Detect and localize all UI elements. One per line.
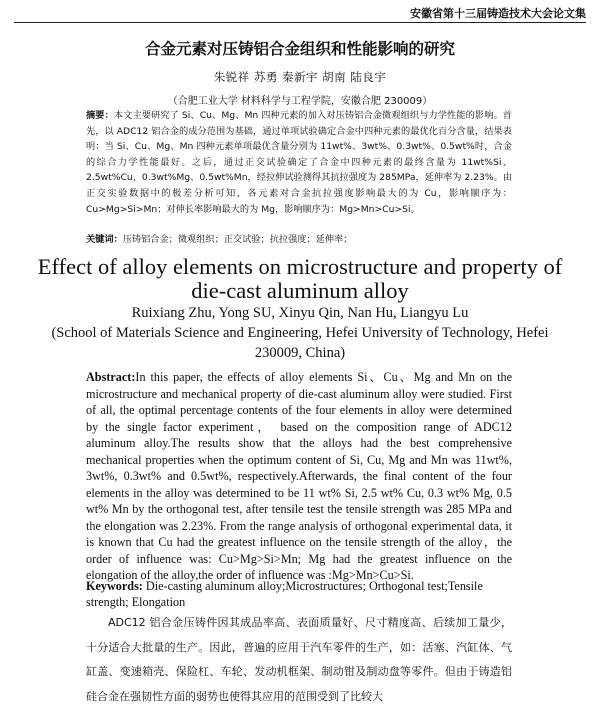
- english-authors: Ruixiang Zhu, Yong SU, Xinyu Qin, Nan Hu, Liangyu Lu: [131, 305, 469, 321]
- english-keywords-text: Die-casting aluminum alloy;Microstructures; Orthogonal test;Tensile strength; Elongation: [86, 579, 483, 609]
- english-abstract-label: Abstract:: [86, 370, 136, 384]
- running-header: 安徽省第十三届铸造技术大会论文集: [410, 7, 586, 20]
- chinese-keywords-label: 关键词：: [86, 234, 123, 245]
- chinese-abstract-text: 本文主要研究了 Si、Cu、Mg、Mn 四种元素的加入对压铸铝合金微观组织与力学性能的影响。首先，以 ADC12 铝合金的成分范围为基础，通过单项试验确定合金中四种元素的最优化百分含量，结果表明：当 Si、Cu、Mg、Mn 四种元素单项最优含量分别为 11wt%、3wt%、0.3wt%、0.5wt%时，合金的综合力学性能最好。之后，通过正交试验确定了合金中四种元素的最终含量为 11wt%Si、2.5wt%Cu、0.3wt%Mg、0.5wt%Mn，经拉伸试验测得其抗拉强度为 285MPa，延伸率为 2.23%。由正交实验数据中的极差分析可知，各元素对合金抗拉强度影响最大的为 Cu，影响顺序为：Cu>Mg>Si>Mn；对伸长率影响最大的为 Mg，影响顺序为：Mg>Mn>Cu>Si。: [86, 110, 512, 215]
- chinese-keywords-text: 压铸铝合金；微观组织；正交试验；抗拉强度；延伸率；: [122, 234, 353, 245]
- body-paragraph: ADC12 铝合金压铸件因其成品率高、表面质量好、尺寸精度高、后续加工量少，十分适合大批量的生产。因此，普遍的应用于汽车零件的生产，如：活塞、汽缸体、气缸盖、变速箱壳、保险杠、车轮、发动机框架、制动钳及制动盘等零件。但由于铸造铝硅合金在强韧性方面的弱势也使得其应用的范围受到了比较大: [86, 616, 512, 703]
- english-abstract: [86, 369, 512, 584]
- chinese-abstract: [86, 108, 512, 217]
- chinese-abstract-label: 摘要：: [86, 110, 114, 121]
- chinese-keywords: [86, 232, 512, 247]
- english-title: Effect of alloy elements on microstructure and property of die-cast aluminum alloy: [37, 254, 563, 303]
- english-keywords: [86, 578, 512, 610]
- chinese-affiliation: （合肥工业大学 材料科学与工程学院，安徽合肥 230009）: [167, 96, 433, 107]
- english-abstract-text: In this paper, the effects of alloy elements Si、Cu、Mg and Mn on the microstructure and mechanical property of die-cast aluminum alloy were studied. First of all, the optimal percentage contents of the four elements in alloy were determined by the single factor experiment， based on the composition range of ADC12 aluminum alloy.The results show that the alloys had the best comprehensive mechanical properties when the optimum content of Si, Cu, Mg and Mn was 11wt%, 3wt%, 0.3wt% and 0.5wt%, respectively.Afterwards, the final content of the four elements in the alloy was determined to be 11 wt% Si, 2.5 wt% Cu, 0.3 wt% Mg, 0.5 wt% Mn by the orthogonal test, after tensile test the tensile strength was 285 MPa and the elongation was 2.23%. From the range analysis of orthogonal experimental data, it is known that Cu had the greatest influence on the tensile strength of the alloy，the order of influence was: Cu>Mg>Si>Mn; Mg had the greatest influence on the elongation of the alloy,the order of influence was :Mg>Mn>Cu>Si.: [86, 370, 512, 582]
- english-affiliation: (School of Materials Science and Engineering, Hefei University of Technology, Hefei 230009, China): [51, 325, 549, 361]
- chinese-title: 合金元素对压铸铝合金组织和性能影响的研究: [144, 40, 455, 58]
- chinese-authors: 朱锐祥 苏勇 秦新宇 胡南 陆良宇: [213, 70, 387, 84]
- english-keywords-label: Keywords:: [86, 579, 143, 593]
- header-rule: [14, 22, 586, 23]
